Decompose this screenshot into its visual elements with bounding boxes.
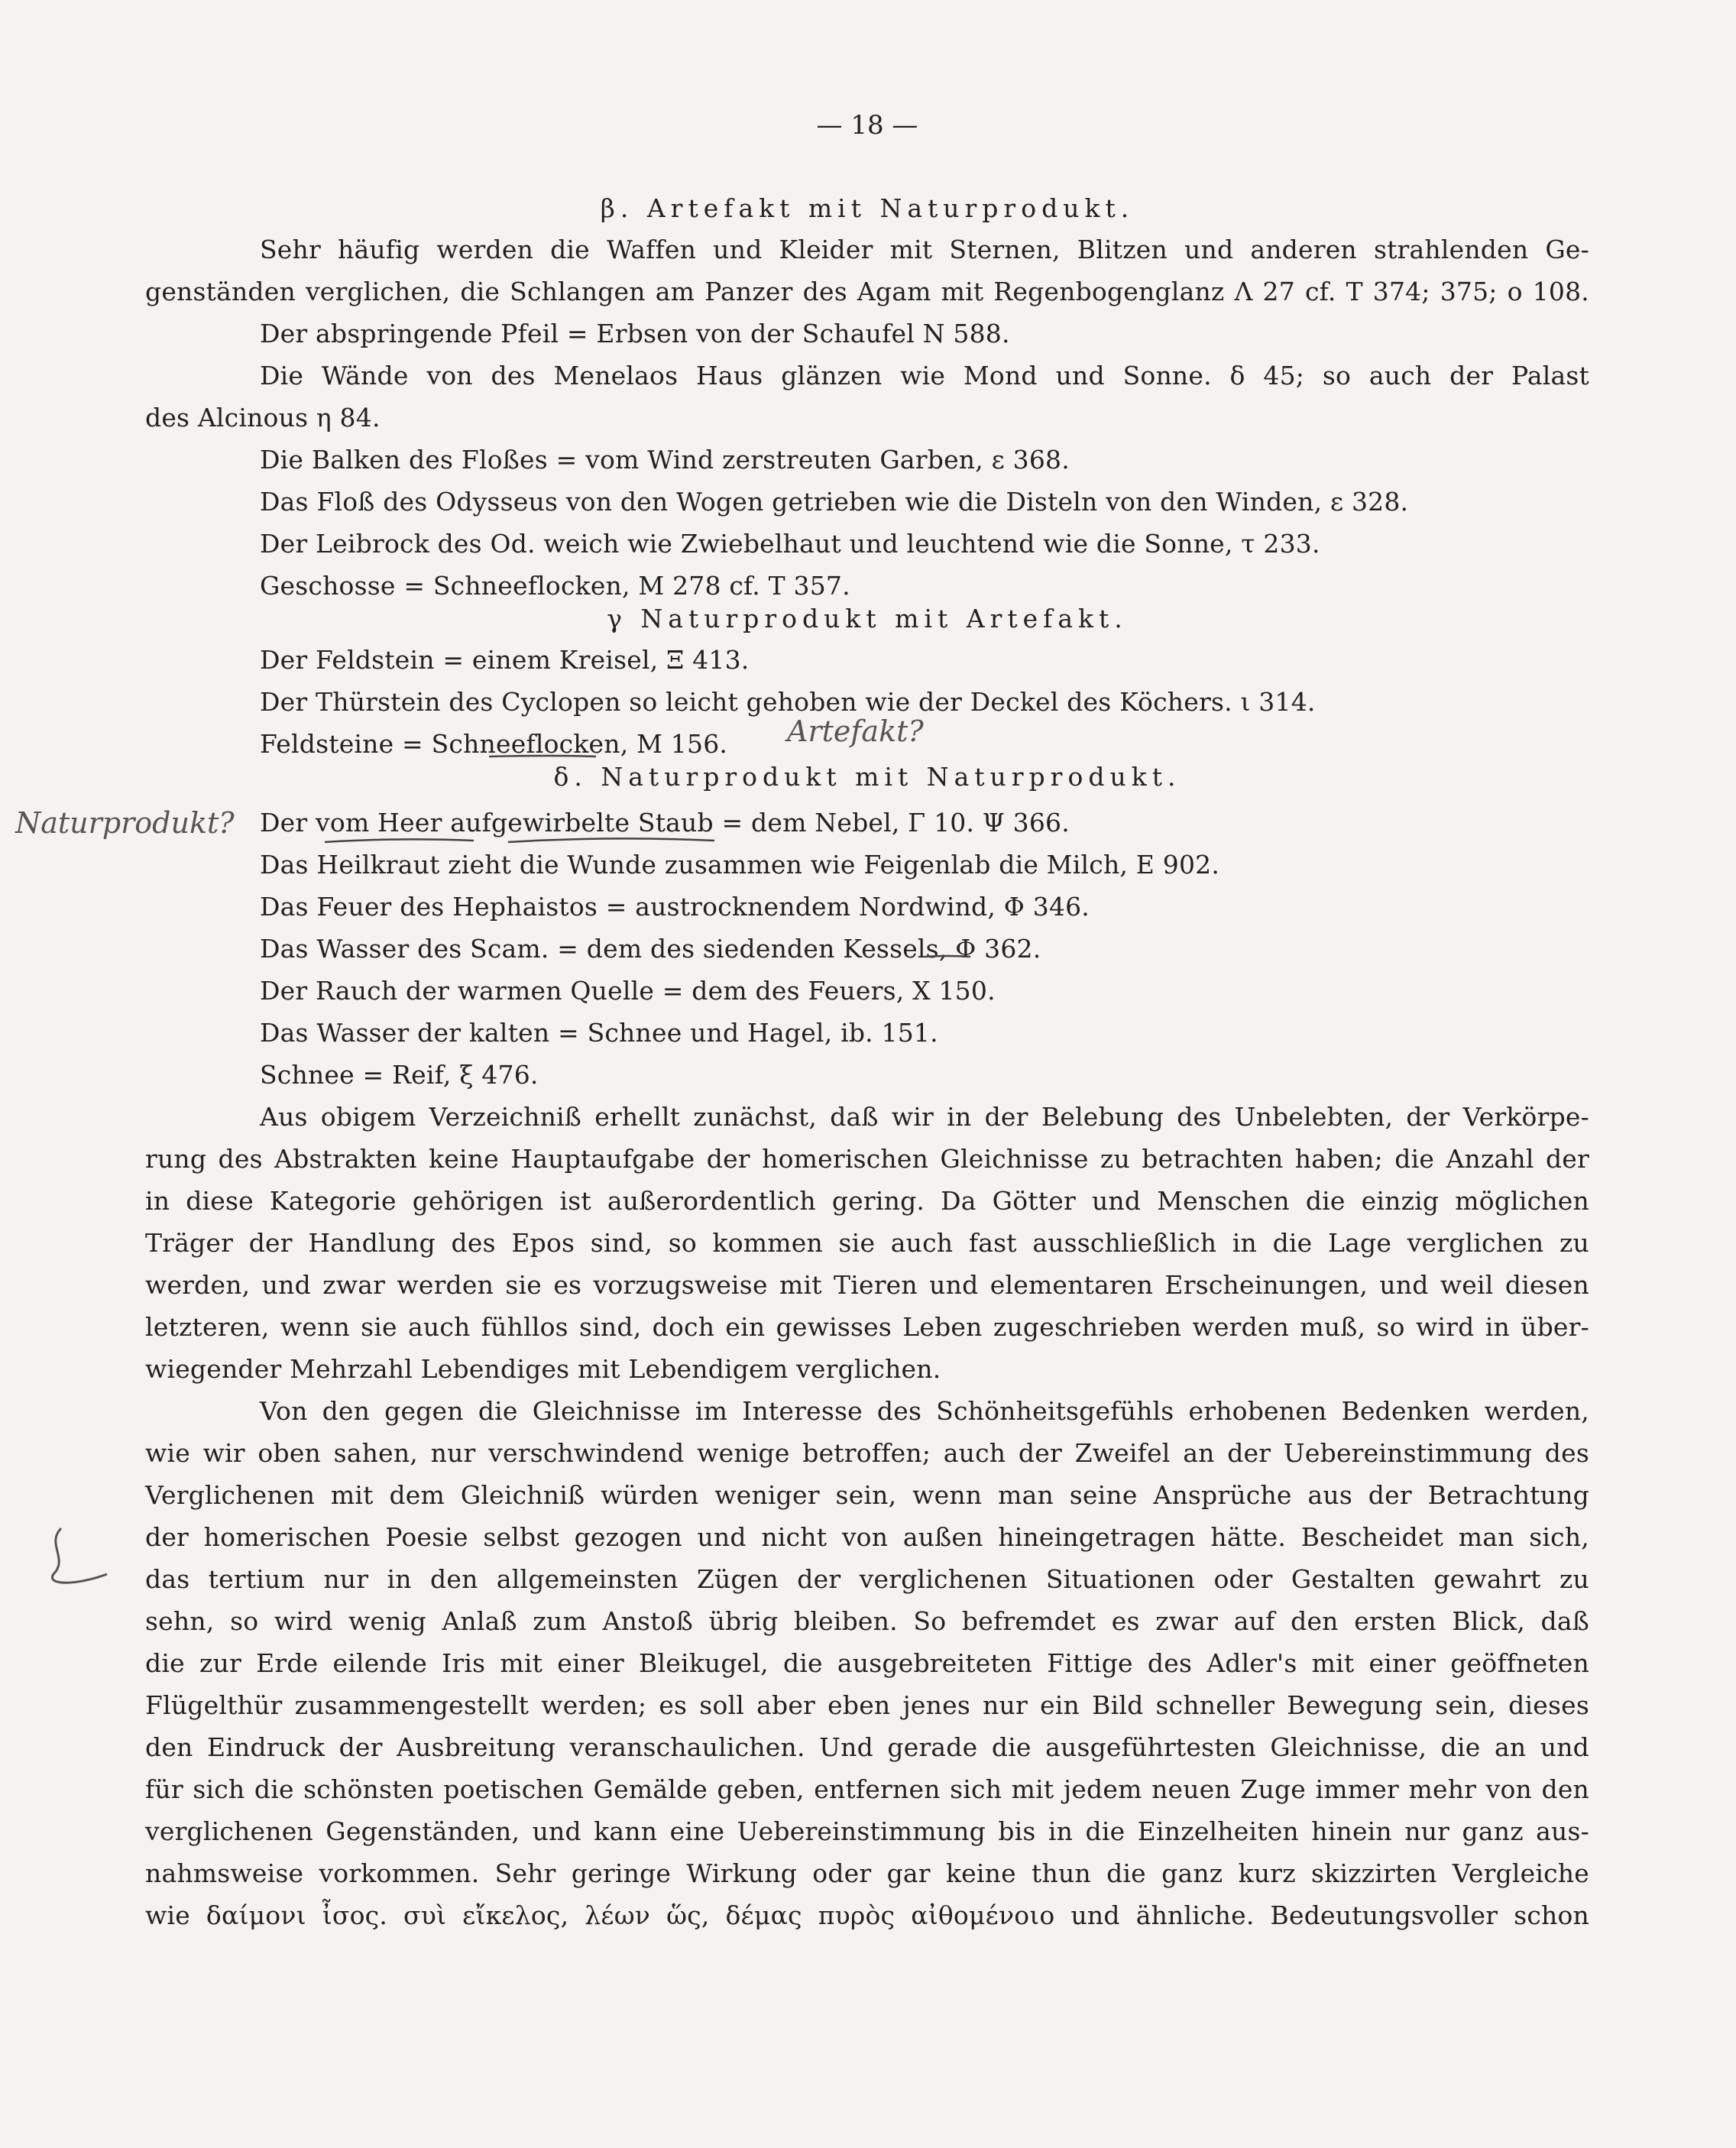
paragraph-line: nahmsweise vorkommen. Sehr geringe Wirkung oder gar keine thun die ganz kurz skizzirten Vergleiche: [145, 1858, 1589, 1888]
paragraph-line: sehn, so wird wenig Anlaß zum Anstoß übrig bleiben. So befremdet es zwar auf den ersten Blick, daß: [145, 1606, 1589, 1636]
paragraph-line: rung des Abstrakten keine Hauptaufgabe der homerischen Gleichnisse zu betrachten haben; die Anzahl der: [145, 1144, 1589, 1174]
text-line: Der abspringende Pfeil = Erbsen von der Schaufel N 588.: [260, 319, 1010, 348]
text-line: genständen verglichen, die Schlangen am Panzer des Agam mit Regenbogenglanz Λ 27 cf. T 374; 375; o 108.: [145, 277, 1589, 306]
text-line: Das Floß des Odysseus von den Wogen getrieben wie die Disteln von den Winden, ε 328.: [260, 487, 1409, 517]
text-line: Der Leibrock des Od. weich wie Zwiebelhaut und leuchtend wie die Sonne, τ 233.: [260, 529, 1320, 559]
section-heading-gamma: γ Naturprodukt mit Artefakt.: [607, 604, 1128, 633]
text-line: Die Wände von des Menelaos Haus glänzen wie Mond und Sonne. δ 45; so auch der Palast: [260, 361, 1589, 390]
handwritten-annotation: Artefakt?: [787, 714, 924, 748]
paragraph-line: Von den gegen die Gleichnisse im Interesse des Schönheitsgefühls erhobenen Bedenken werden,: [260, 1396, 1589, 1426]
paragraph-line: wie δαίμονι ἶσος. συὶ εἴκελος, λέων ὥς, δέμας πυρὸς αἰθομένοιο und ähnliche. Bedeutungsvoller schon: [145, 1900, 1589, 1930]
text-line: Geschosse = Schneeflocken, M 278 cf. T 357.: [260, 571, 850, 601]
page-number: — 18 —: [816, 110, 918, 141]
pencil-bracket-icon: [52, 1528, 107, 1583]
paragraph-line: wie wir oben sahen, nur verschwindend wenige betroffen; auch der Zweifel an der Uebereinstimmung des: [145, 1438, 1589, 1468]
text-line: Schnee = Reif, ξ 476.: [260, 1060, 539, 1090]
paragraph-line: den Eindruck der Ausbreitung veranschaulichen. Und gerade die ausgeführtesten Gleichnisse, die an und: [145, 1732, 1589, 1762]
section-heading-beta: β. Artefakt mit Naturprodukt.: [600, 193, 1135, 223]
text-line: Das Feuer des Hephaistos = austrocknendem Nordwind, Φ 346.: [260, 892, 1090, 922]
text-line: des Alcinous η 84.: [145, 403, 381, 433]
text-line: Das Heilkraut zieht die Wunde zusammen wie Feigenlab die Milch, E 902.: [260, 850, 1220, 880]
text-line: Sehr häufig werden die Waffen und Kleider mit Sternen, Blitzen und anderen strahlenden Ge-: [260, 235, 1589, 264]
paragraph-line: die zur Erde eilende Iris mit einer Bleikugel, die ausgebreiteten Fittige des Adler's mit einer geöffneten: [145, 1648, 1589, 1678]
paragraph-line: Flügelthür zusammengestellt werden; es soll aber eben jenes nur ein Bild schneller Bewegung sein, dieses: [145, 1690, 1589, 1720]
paragraph-line: in diese Kategorie gehörigen ist außerordentlich gering. Da Götter und Menschen die einzig möglichen: [145, 1186, 1589, 1216]
text-line: Feldsteine = Schneeflocken, M 156.: [260, 729, 728, 759]
paragraph-line: Verglichenen mit dem Gleichniß würden weniger sein, wenn man seine Ansprüche aus der Betrachtung: [145, 1480, 1589, 1510]
text-line: Der vom Heer aufgewirbelte Staub = dem Nebel, Γ 10. Ψ 366.: [260, 808, 1070, 837]
text-line: Der Feldstein = einem Kreisel, Ξ 413.: [260, 645, 750, 675]
text-line: Das Wasser des Scam. = dem des siedenden Kessels, Φ 362.: [260, 934, 1041, 964]
paragraph-line: Aus obigem Verzeichniß erhellt zunächst, daß wir in der Belebung des Unbelebten, der Verkörpe-: [260, 1102, 1589, 1132]
paragraph-line: verglichenen Gegenständen, und kann eine Uebereinstimmung bis in die Einzelheiten hinein nur ganz aus-: [145, 1816, 1589, 1846]
section-heading-delta: δ. Naturprodukt mit Naturprodukt.: [553, 762, 1181, 792]
paragraph-line: Träger der Handlung des Epos sind, so kommen sie auch fast ausschließlich in die Lage verglichen zu: [145, 1228, 1589, 1258]
handwritten-margin-note: Naturprodukt?: [15, 806, 235, 840]
paragraph-line: wiegender Mehrzahl Lebendiges mit Lebendigem verglichen.: [145, 1354, 941, 1384]
text-line: Der Rauch der warmen Quelle = dem des Feuers, X 150.: [260, 976, 996, 1006]
paragraph-line: das tertium nur in den allgemeinsten Zügen der verglichenen Situationen oder Gestalten gewahrt zu: [145, 1564, 1589, 1594]
paragraph-line: für sich die schönsten poetischen Gemälde geben, entfernen sich mit jedem neuen Zuge immer mehr von den: [145, 1774, 1589, 1804]
text-line: Das Wasser der kalten = Schnee und Hagel, ib. 151.: [260, 1018, 938, 1048]
paragraph-line: werden, und zwar werden sie es vorzugsweise mit Tieren und elementaren Erscheinungen, und weil diesen: [145, 1270, 1589, 1300]
text-line: Der Thürstein des Cyclopen so leicht gehoben wie der Deckel des Köchers. ι 314.: [260, 687, 1316, 717]
paragraph-line: der homerischen Poesie selbst gezogen und nicht von außen hineingetragen hätte. Bescheidet man sich,: [145, 1522, 1589, 1552]
paragraph-line: letzteren, wenn sie auch fühllos sind, doch ein gewisses Leben zugeschrieben werden muß, so wird in über-: [145, 1312, 1589, 1342]
text-line: Die Balken des Floßes = vom Wind zerstreuten Garben, ε 368.: [260, 445, 1070, 475]
